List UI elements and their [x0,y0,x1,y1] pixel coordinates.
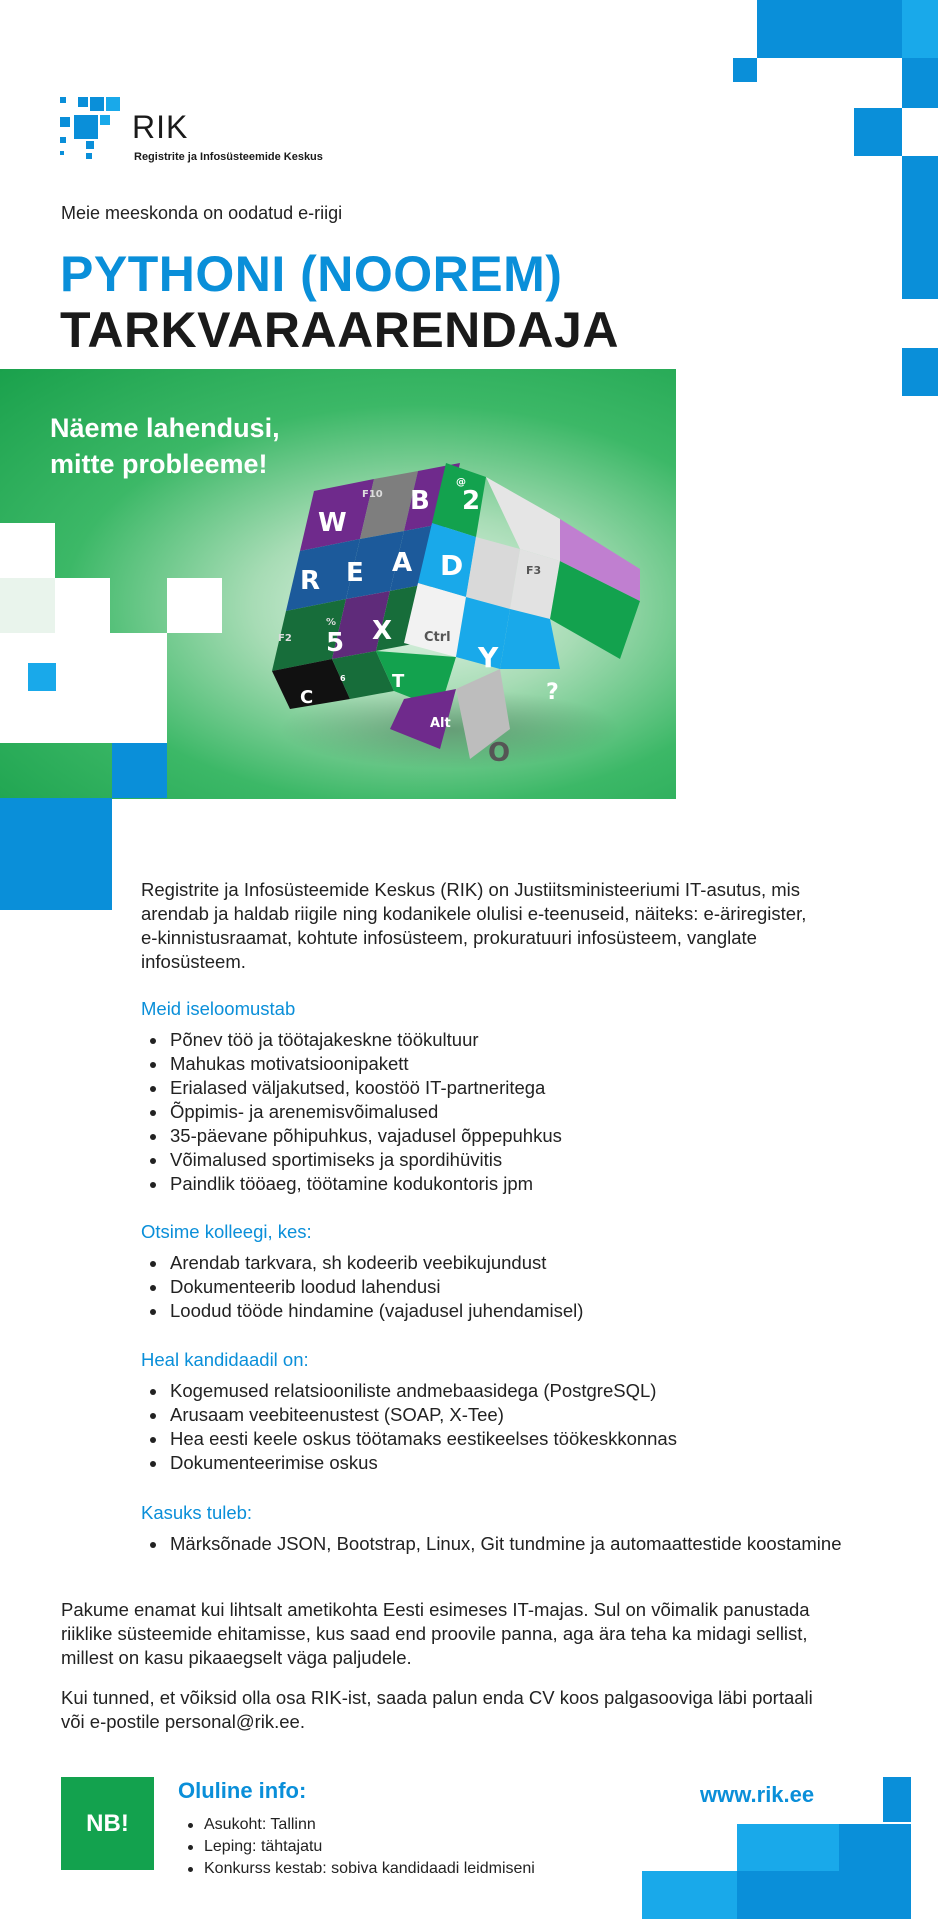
svg-text:A: A [392,548,413,578]
svg-text:%: % [326,617,337,628]
list-item: Märksõnade JSON, Bootstrap, Linux, Git tundmine ja automaattestide koostamine [141,1532,931,1556]
svg-text:2: 2 [462,486,481,516]
info-item: Leping: tähtajatu [178,1836,535,1858]
svg-text:F2: F2 [278,633,292,644]
lead-text: Meie meeskonda on oodatud e-riigi [61,203,343,223]
list-item: Loodud tööde hindamine (vajadusel juhendamisel) [141,1299,921,1323]
section-heading: Heal kandidaadil on: [141,1349,309,1370]
section-requirements [141,1349,921,1475]
section-heading: Meid iseloomustab [141,998,296,1019]
responsibilities-list [141,1251,921,1323]
svg-text:E: E [346,558,364,588]
info-title: Oluline info: [178,1778,307,1803]
section-benefits [141,998,921,1196]
svg-text:W: W [318,508,347,538]
closing-paragraph-1: Pakume enamat kui lihtsalt ametikohta Eesti esimeses IT-majas. Sul on võimalik panustada riiklike süsteemide ehitamisse, kus saad end proovile panna, aga ära teha ka midagi sellist, millest on kasu pikaaegselt väga paljudele. [61,1599,810,1668]
hero-slogan-line1: Näeme lahendusi, [50,413,280,443]
svg-text:6: 6 [340,674,346,683]
rik-logo [60,97,350,167]
benefits-list [141,1028,921,1196]
list-item: Dokumenteerimise oskus [141,1451,921,1475]
job-title-line1: PYTHONI (NOOREM) [60,246,563,302]
list-item: Hea eesti keele oskus töötamaks eestikeelses töökeskkonnas [141,1427,921,1451]
svg-text:5: 5 [326,628,345,658]
svg-text:R: R [300,566,321,596]
section-responsibilities [141,1221,921,1323]
list-item: Arusaam veebiteenustest (SOAP, X-Tee) [141,1403,921,1427]
job-title-line2: TARKVARAARENDAJA [60,302,619,358]
list-item: Dokumenteerib loodud lahendusi [141,1275,921,1299]
closing-paragraph-2: Kui tunned, et võiksid olla osa RIK-ist, saada palun enda CV koos palgasooviga läbi portaali või e-postile personal@rik.ee. [61,1687,813,1732]
svg-text:B: B [410,486,430,516]
svg-text:F10: F10 [362,489,383,500]
svg-text:O: O [488,738,511,768]
advantages-list [141,1532,931,1556]
info-item: Asukoht: Tallinn [178,1814,535,1836]
svg-text:C: C [300,687,314,708]
logo-subtitle: Registrite ja Infosüsteemide Keskus [134,151,323,163]
section-advantages [141,1502,931,1556]
svg-text:Y: Y [478,641,499,674]
svg-text:T: T [392,671,405,692]
svg-text:@: @ [456,477,466,488]
logo-brand: RIK [132,109,189,145]
list-item: 35-päevane põhipuhkus, vajadusel õppepuhkus [141,1124,921,1148]
list-item: Erialased väljakutsed, koostöö IT-partneritega [141,1076,921,1100]
requirements-list [141,1379,921,1475]
svg-text:F3: F3 [526,564,542,577]
list-item: Mahukas motivatsioonipakett [141,1052,921,1076]
website-link[interactable]: www.rik.ee [700,1782,815,1807]
list-item: Paindlik tööaeg, töötamine kodukontoris jpm [141,1172,921,1196]
hero-slogan-line2: mitte probleeme! [50,449,268,479]
svg-text:Alt: Alt [430,716,451,731]
svg-text:X: X [372,616,393,646]
hero-slogan [50,410,280,482]
nb-badge: NB! [61,1777,154,1870]
section-heading: Otsime kolleegi, kes: [141,1221,312,1242]
info-list [178,1814,535,1880]
list-item: Võimalused sportimiseks ja spordihüvitis [141,1148,921,1172]
rik-logo-icon [60,97,124,161]
intro-paragraph: Registrite ja Infosüsteemide Keskus (RIK) on Justiitsministeeriumi IT-asutus, mis arendab ja haldab riigile ning kodanikele olulisi e-teenuseid, näiteks: e-äriregister, e-kinnistusraamat, kohtute infosüsteem, prokuratuuri infosüsteem, vanglate infosüsteem. [141,879,807,972]
svg-text:?: ? [546,680,559,705]
list-item: Kogemused relatsiooniliste andmebaasidega (PostgreSQL) [141,1379,921,1403]
list-item: Õppimis- ja arenemisvõimalused [141,1100,921,1124]
list-item: Põnev töö ja töötajakeskne töökultuur [141,1028,921,1052]
section-heading: Kasuks tuleb: [141,1502,253,1523]
svg-text:D: D [440,549,464,582]
svg-text:Ctrl: Ctrl [424,630,451,645]
list-item: Arendab tarkvara, sh kodeerib veebikujundust [141,1251,921,1275]
info-item: Konkurss kestab: sobiva kandidaadi leidmiseni [178,1858,535,1880]
